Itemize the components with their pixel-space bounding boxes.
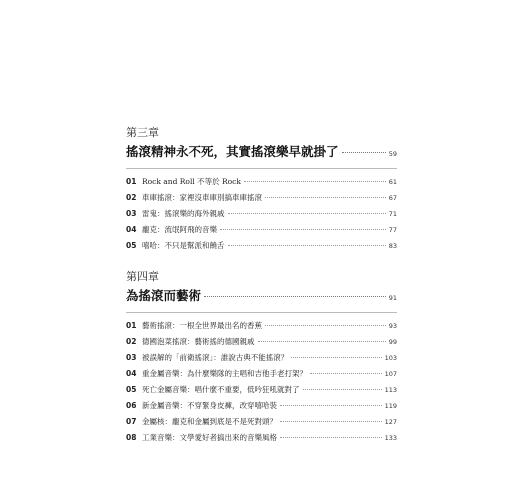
entry-title: 重金屬音樂：為什麼樂隊的主唱和吉他手老打架？ <box>142 369 307 378</box>
chapter-3-section <box>126 126 397 256</box>
chapter-page-number: 91 <box>388 294 397 302</box>
dot-leader <box>220 229 386 230</box>
toc-entry[interactable] <box>126 224 397 240</box>
entry-page-number: 61 <box>388 178 397 186</box>
entry-page-number: 99 <box>388 338 397 346</box>
chapter-title: 為搖滾而藝術 <box>126 288 202 303</box>
entry-list <box>126 176 397 256</box>
entry-title: 嘻哈：不只是幫派和饒舌 <box>142 241 225 250</box>
dot-leader <box>265 325 386 326</box>
entry-page-number: 83 <box>388 242 397 250</box>
dot-leader <box>280 405 382 406</box>
toc-entry[interactable] <box>126 416 397 432</box>
entry-title: 死亡金屬音樂：唱什麼不重要，低吟狂吼就對了 <box>142 385 300 394</box>
entry-number: 04 <box>126 369 137 378</box>
entry-list <box>126 320 397 448</box>
toc-entry[interactable] <box>126 208 397 224</box>
entry-number: 05 <box>126 241 137 250</box>
entry-page-number: 119 <box>384 402 397 410</box>
dot-leader <box>204 296 386 297</box>
entry-page-number: 113 <box>384 386 397 394</box>
divider <box>126 168 397 169</box>
dot-leader <box>228 245 386 246</box>
chapter-label: 第四章 <box>126 270 159 283</box>
entry-page-number: 103 <box>384 354 397 362</box>
toc-entry[interactable] <box>126 432 397 448</box>
chapter-title: 搖滾精神永不死，其實搖滾樂早就掛了 <box>126 144 339 159</box>
entry-number: 03 <box>126 353 137 362</box>
entry-title: 車庫搖滾：家裡沒車庫別搞車庫搖滾 <box>142 193 262 202</box>
chapter-title-row[interactable] <box>126 286 397 304</box>
chapter-4-section <box>126 270 397 448</box>
toc-entry[interactable] <box>126 240 397 256</box>
entry-title: 金屬核：龐克和金屬到底是不是死對頭？ <box>142 417 277 426</box>
entry-page-number: 77 <box>388 226 397 234</box>
toc-entry[interactable] <box>126 176 397 192</box>
entry-number: 03 <box>126 209 137 218</box>
dot-leader <box>291 357 381 358</box>
entry-number: 08 <box>126 433 137 442</box>
entry-page-number: 107 <box>384 370 397 378</box>
toc-entry[interactable] <box>126 384 397 400</box>
entry-title: 被誤解的「前衛搖滾」：誰說古典不能搖滾？ <box>142 353 289 362</box>
dot-leader <box>303 389 382 390</box>
toc-entry[interactable] <box>126 368 397 384</box>
entry-number: 06 <box>126 401 137 410</box>
entry-number: 02 <box>126 193 137 202</box>
entry-title: 龐克：流氓阿飛的音樂 <box>142 225 217 234</box>
chapter-title-row[interactable] <box>126 142 397 160</box>
dot-leader <box>280 437 382 438</box>
entry-number: 01 <box>126 177 137 186</box>
dot-leader <box>228 213 386 214</box>
entry-title: 雷鬼：搖滾樂的海外親戚 <box>142 209 225 218</box>
entry-page-number: 71 <box>388 210 397 218</box>
entry-page-number: 127 <box>384 418 397 426</box>
toc-entry[interactable] <box>126 400 397 416</box>
toc-entry[interactable] <box>126 192 397 208</box>
entry-title: Rock and Roll 不等於 Rock <box>142 177 241 186</box>
entry-page-number: 133 <box>384 434 397 442</box>
dot-leader <box>342 152 386 153</box>
chapter-page-number: 59 <box>388 150 397 158</box>
entry-page-number: 93 <box>388 322 397 330</box>
chapter-label: 第三章 <box>126 126 159 139</box>
entry-number: 04 <box>126 225 137 234</box>
entry-title: 藝術搖滾：一根全世界最出名的香蕉 <box>142 321 262 330</box>
dot-leader <box>310 373 382 374</box>
dot-leader <box>258 341 386 342</box>
entry-page-number: 67 <box>388 194 397 202</box>
entry-title: 新金屬音樂：不穿緊身皮褲，改穿嘻哈裝 <box>142 401 277 410</box>
dot-leader <box>280 421 382 422</box>
dot-leader <box>244 181 386 182</box>
entry-number: 05 <box>126 385 137 394</box>
toc-entry[interactable] <box>126 320 397 336</box>
entry-title: 德國泡菜搖滾：藝術搖的德國親戚 <box>142 337 255 346</box>
entry-number: 07 <box>126 417 137 426</box>
entry-number: 01 <box>126 321 137 330</box>
toc-entry[interactable] <box>126 336 397 352</box>
entry-number: 02 <box>126 337 137 346</box>
entry-title: 工業音樂：文學愛好者搞出來的音樂風格 <box>142 433 277 442</box>
toc-entry[interactable] <box>126 352 397 368</box>
dot-leader <box>265 197 386 198</box>
divider <box>126 312 397 313</box>
